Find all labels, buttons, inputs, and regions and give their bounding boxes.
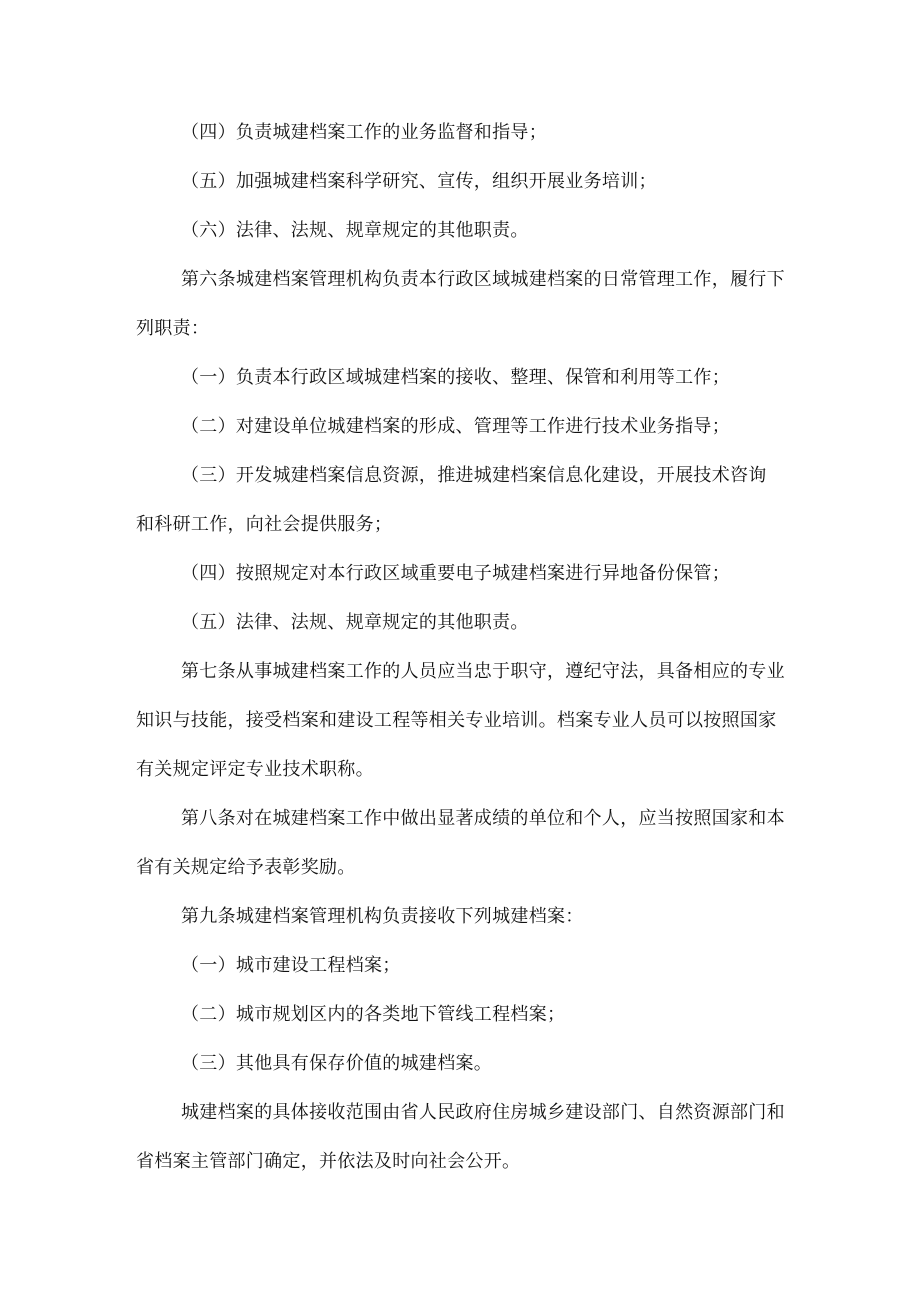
text-line: 省档案主管部门确定，并依法及时向社会公开。: [136, 1151, 521, 1172]
text-line: 第九条城建档案管理机构负责接收下列城建档案：: [181, 906, 584, 927]
text-line: （一）城市建设工程档案；: [181, 955, 401, 976]
text-line: （四）负责城建档案工作的业务监督和指导；: [181, 122, 547, 143]
text-line: 列职责：: [136, 318, 210, 339]
text-line: （二）对建设单位城建档案的形成、管理等工作进行技术业务指导；: [181, 416, 730, 437]
text-line: （五）加强城建档案科学研究、宣传，组织开展业务培训；: [181, 171, 657, 192]
text-line: 第八条对在城建档案工作中做出显著成绩的单位和个人，应当按照国家和本: [181, 808, 785, 829]
text-line: 和科研工作，向社会提供服务；: [136, 514, 393, 535]
text-line: 第七条从事城建档案工作的人员应当忠于职守，遵纪守法，具备相应的专业: [181, 661, 785, 682]
text-line: （二）城市规划区内的各类地下管线工程档案；: [181, 1004, 566, 1025]
text-line: （四）按照规定对本行政区域重要电子城建档案进行异地备份保管；: [181, 563, 730, 584]
text-line: （五）法律、法规、规章规定的其他职责。: [181, 612, 529, 633]
text-line: 省有关规定给予表彰奖励。: [136, 857, 356, 878]
text-line: 知识与技能，接受档案和建设工程等相关专业培训。档案专业人员可以按照国家: [136, 710, 777, 731]
text-line: 第六条城建档案管理机构负责本行政区域城建档案的日常管理工作，履行下: [181, 269, 785, 290]
text-line: （六）法律、法规、规章规定的其他职责。: [181, 220, 529, 241]
text-line: 城建档案的具体接收范围由省人民政府住房城乡建设部门、自然资源部门和: [181, 1102, 785, 1123]
text-line: 有关规定评定专业技术职称。: [136, 759, 374, 780]
text-line: （三）开发城建档案信息资源，推进城建档案信息化建设，开展技术咨询: [181, 465, 767, 486]
text-line: （三）其他具有保存价值的城建档案。: [181, 1053, 493, 1074]
text-line: （一）负责本行政区域城建档案的接收、整理、保管和利用等工作；: [181, 367, 730, 388]
